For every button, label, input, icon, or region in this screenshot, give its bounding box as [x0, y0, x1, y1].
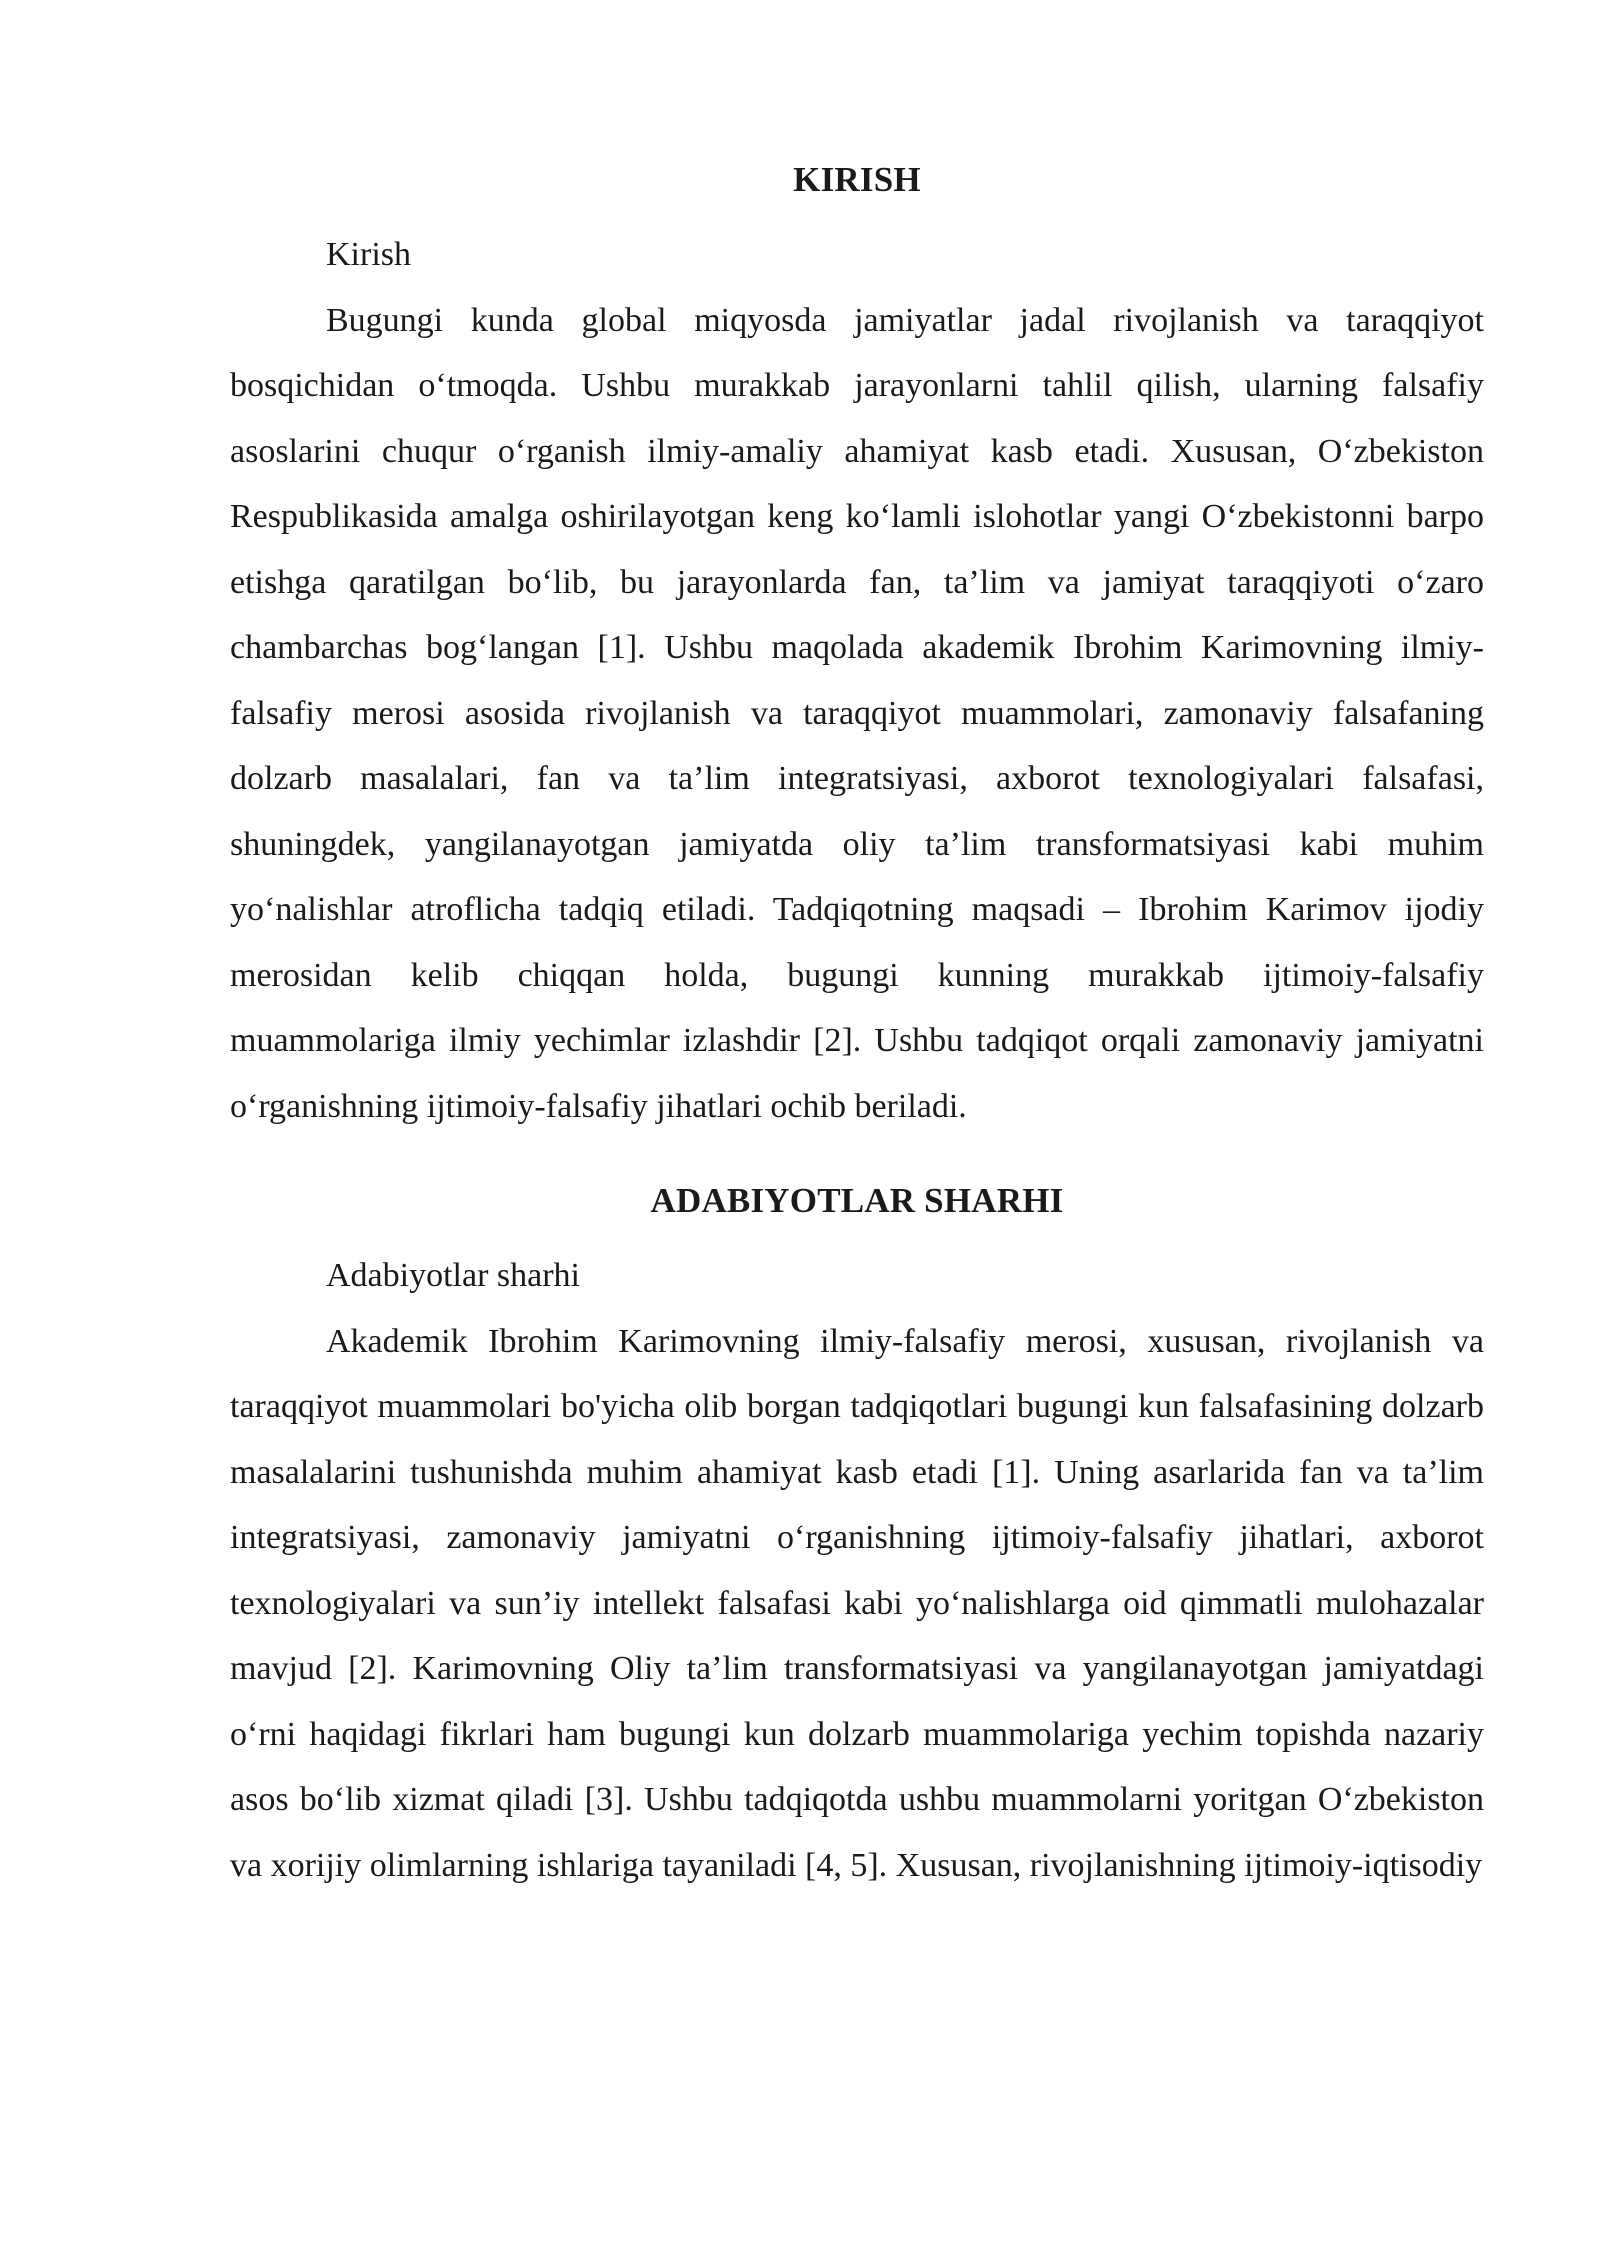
- paragraph-kirish: Bugungi kunda global miqyosda jamiyatlar jadal rivojlanish va taraqqiyot bosqichidan o‘tmoqda. Ushbu murakkab jarayonlarni tahlil qilish, ularning falsafiy asoslarini chuqur o‘rganish ilmiy-amaliy ahamiyat kasb etadi. Xususan, O‘zbekiston Respublikasida amalga oshirilayotgan keng ko‘lamli islohotlar yangi O‘zbekistonni barpo etishga qaratilgan bo‘lib, bu jarayonlarda fan, ta’lim va jamiyat taraqqiyoti o‘zaro chambarchas bog‘langan [1]. Ushbu maqolada akademik Ibrohim Karimovning ilmiy-falsafiy merosi asosida rivojlanish va taraqqiyot muammolari, zamonaviy falsafaning dolzarb masalalari, fan va ta’lim integratsiyasi, axborot texnologiyalari falsafasi, shuningdek, yangilanayotgan jamiyatda oliy ta’lim transformatsiyasi kabi muhim yo‘nalishlar atroflicha tadqiq etiladi. Tadqiqotning maqsadi – Ibrohim Karimov ijodiy merosidan kelib chiqqan holda, bugungi kunning murakkab ijtimoiy-falsafiy muammolariga ilmiy yechimlar izlashdir [2]. Ushbu tadqiqot orqali zamonaviy jamiyatni o‘rganishning ijtimoiy-falsafiy jihatlari ochib beriladi.: [230, 301, 1484, 1125]
- paragraph-adabiyotlar-sharhi: Akademik Ibrohim Karimovning ilmiy-falsafiy merosi, xususan, rivojlanish va taraqqiyot muammolari bo'yicha olib borgan tadqiqotlari bugungi kun falsafasining dolzarb masalalarini tushunishda muhim ahamiyat kasb etadi [1]. Uning asarlarida fan va ta’lim integratsiyasi, zamonaviy jamiyatni o‘rganishning ijtimoiy-falsafiy jihatlari, axborot texnologiyalari va sun’iy intellekt falsafasi kabi yo‘nalishlarga oid qimmatli mulohazalar mavjud [2]. Karimovning Oliy ta’lim transformatsiyasi va yangilanayotgan jamiyatdagi o‘rni haqidagi fikrlari ham bugungi kun dolzarb muammolariga yechim topishda nazariy asos bo‘lib xizmat qiladi [3]. Ushbu tadqiqotda ushbu muammolarni yoritgan O‘zbekiston va xorijiy olimlarning ishlariga tayaniladi [4, 5]. Xususan, rivojlanishning ijtimoiy-iqtisodiy: [230, 1322, 1484, 1884]
- section-heading-kirish: KIRISH: [793, 160, 921, 199]
- section-subheading-adabiyotlar-sharhi: Adabiyotlar sharhi: [326, 1257, 580, 1294]
- section-heading-adabiyotlar-sharhi: ADABIYOTLAR SHARHI: [650, 1181, 1064, 1220]
- section-subheading-kirish: Kirish: [326, 236, 411, 273]
